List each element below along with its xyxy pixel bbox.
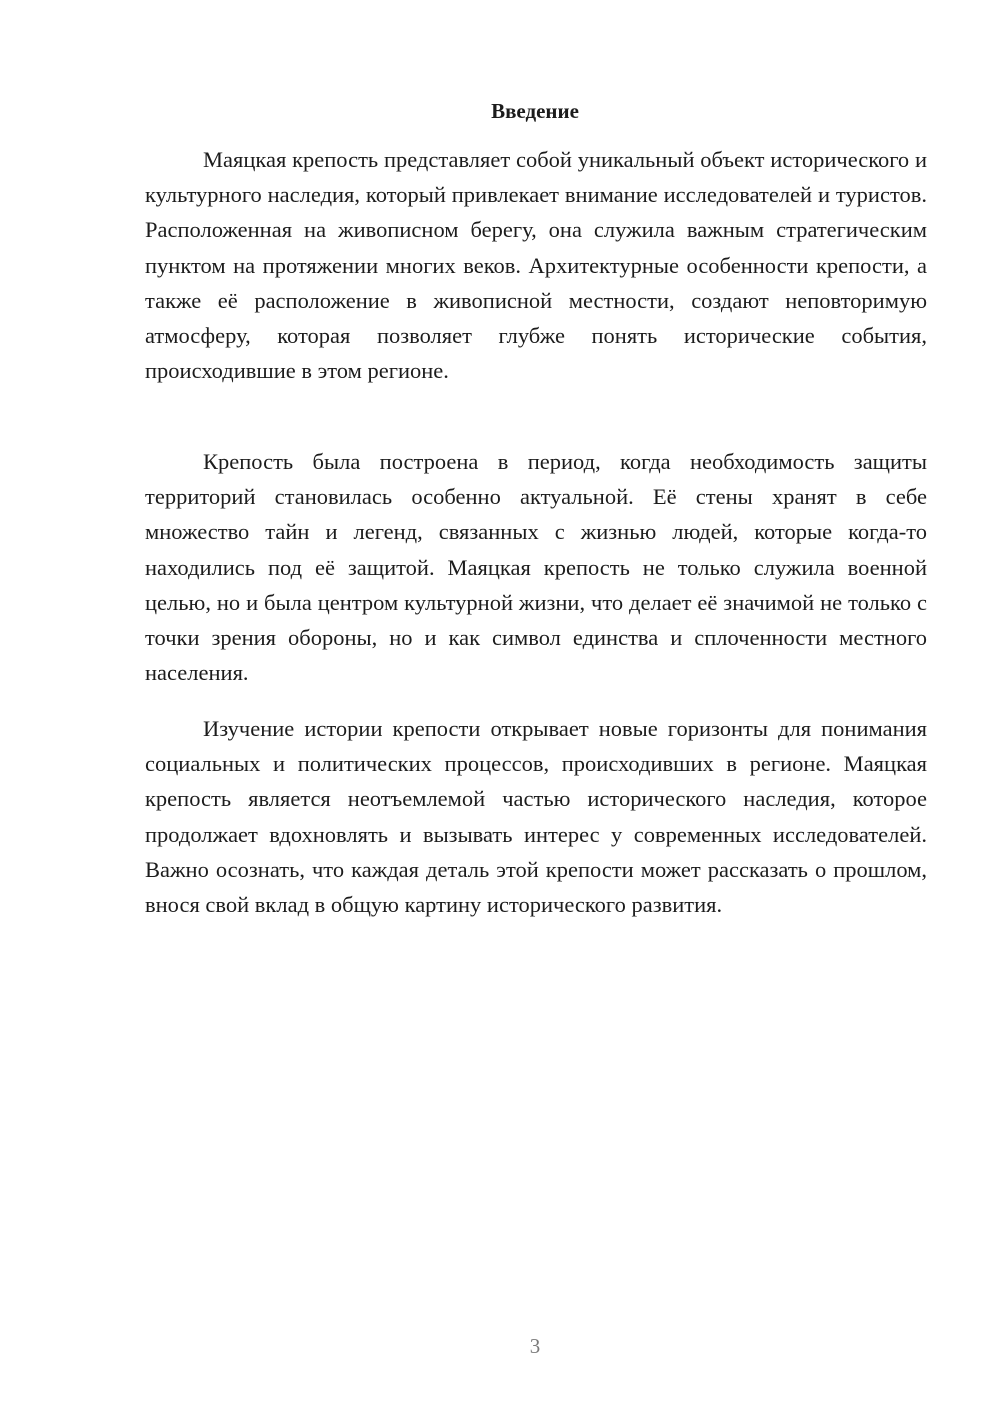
paragraph-2: Крепость была построена в период, когда необходимость защиты территорий становилась особенно актуальной. Её стены хранят в себе множество тайн и легенд, связанных с жизнью людей, которые когда-то находились под её защитой. Маяцкая крепость не только служила военной целью, но и была центром культурной жизни, что делает её значимой не только с точки зрения обороны, но и как символ единства и сплоченности местного населения.: [145, 449, 927, 686]
paragraph-3: Изучение истории крепости открывает новые горизонты для понимания социальных и политических процессов, происходивших в регионе. Маяцкая крепость является неотъемлемой частью исторического наследия, которое продолжает вдохновлять и вызывать интерес у современных исследователей. Важно осознать, что каждая деталь этой крепости может рассказать о прошлом, внося свой вклад в общую картину исторического развития.: [145, 716, 927, 918]
section-title: Введение: [491, 99, 579, 123]
page-number: 3: [529, 1334, 541, 1358]
paragraph-1: Маяцкая крепость представляет собой уникальный объект исторического и культурного наследия, который привлекает внимание исследователей и туристов. Расположенная на живописном берегу, она служила важным стратегическим пунктом на протяжении многих веков. Архитектурные особенности крепости, а также её расположение в живописной местности, создают неповторимую атмосферу, которая позволяет глубже понять исторические события, происходившие в этом регионе.: [145, 147, 927, 384]
